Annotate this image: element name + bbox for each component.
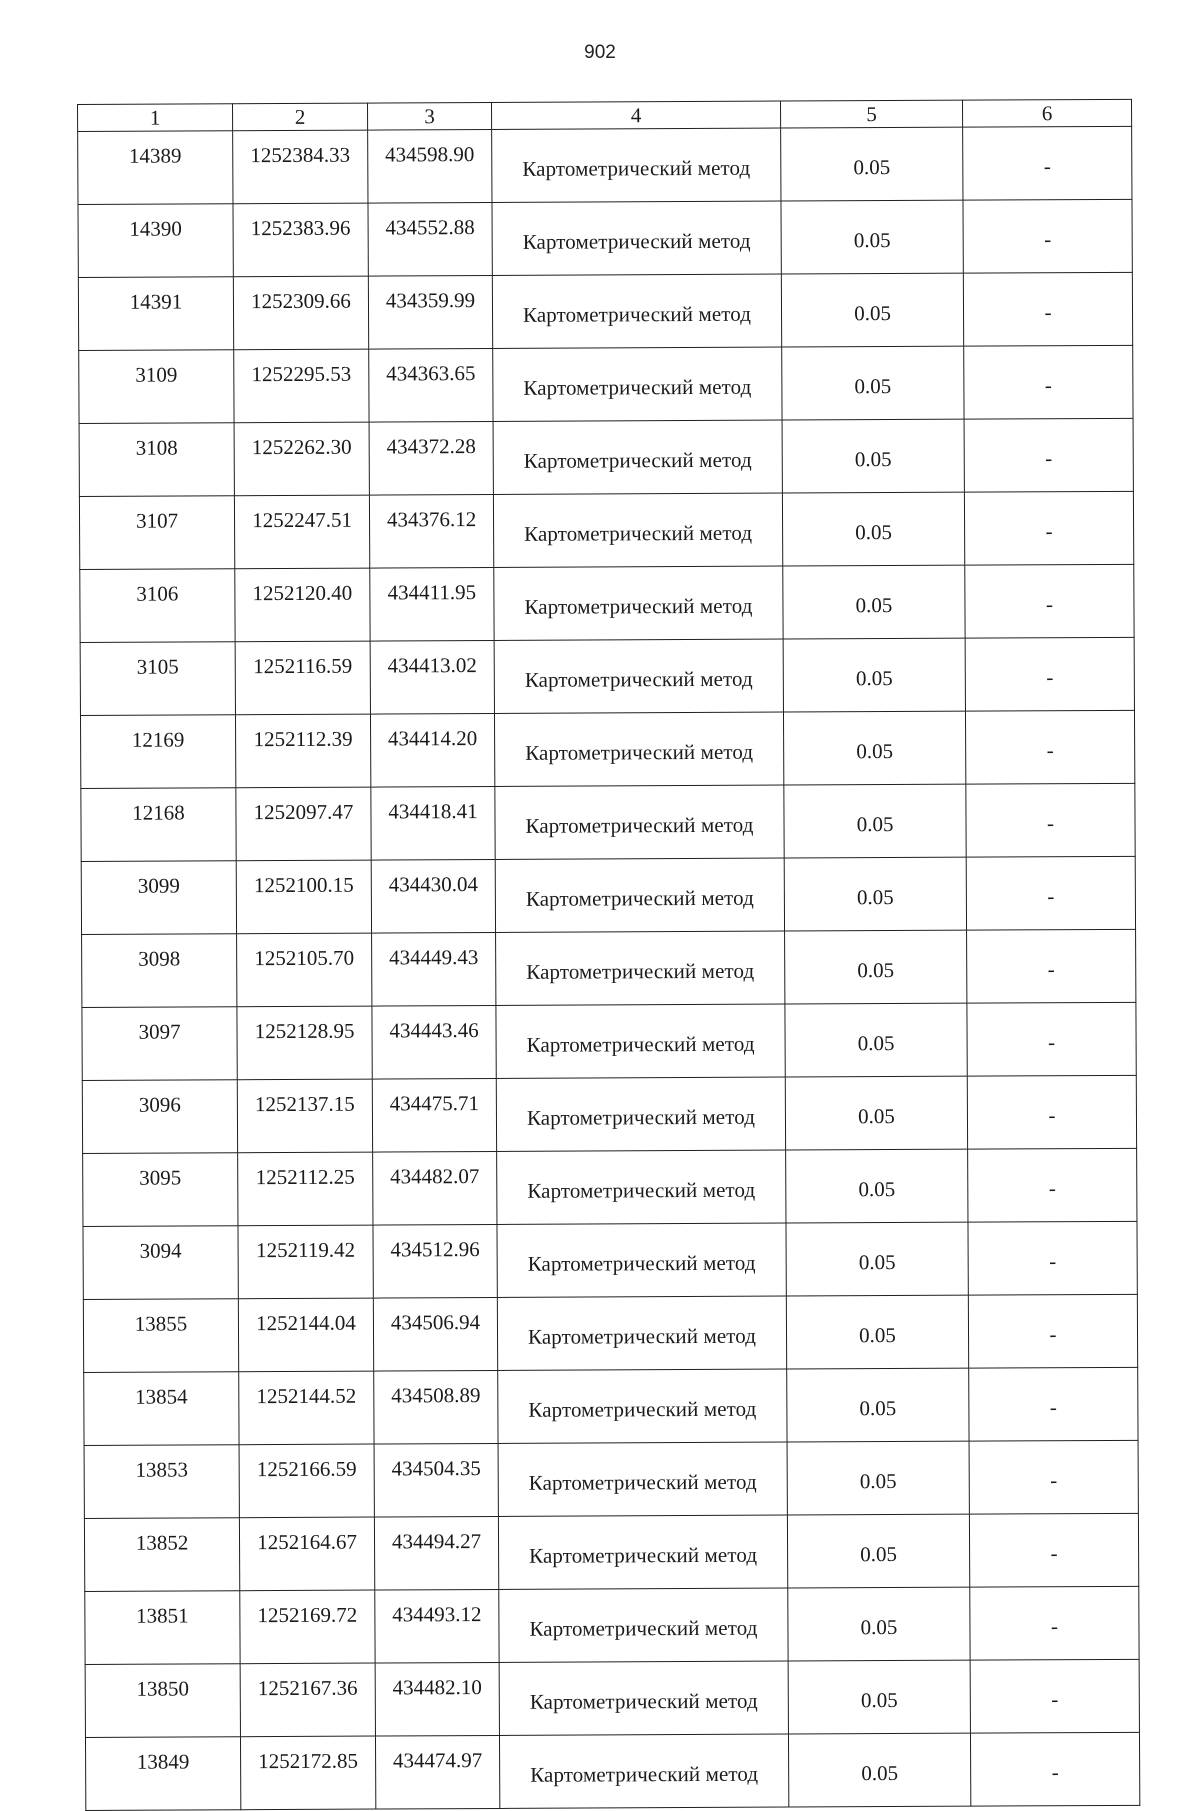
table-row <box>85 1586 1139 1664</box>
y-coordinate-cell: 434482.07 <box>373 1151 497 1225</box>
x-coordinate-cell: 1252169.72 <box>240 1590 375 1664</box>
note-cell: - <box>967 929 1136 1003</box>
table-row <box>84 1440 1138 1518</box>
note-cell: - <box>966 856 1135 930</box>
method-cell: Картометрический метод <box>499 1588 788 1662</box>
x-coordinate-cell: 1252172.85 <box>240 1736 375 1810</box>
method-cell: Картометрический метод <box>492 128 781 202</box>
table-row <box>82 1075 1136 1153</box>
y-coordinate-cell: 434372.28 <box>369 421 493 495</box>
accuracy-cell: 0.05 <box>781 273 963 347</box>
note-cell: - <box>965 564 1134 638</box>
x-coordinate-cell: 1252112.39 <box>235 714 370 788</box>
point-number-cell: 3108 <box>79 423 234 497</box>
note-cell: - <box>968 1294 1137 1368</box>
column-header-1: 1 <box>78 104 233 132</box>
method-cell: Картометрический метод <box>496 1077 785 1151</box>
y-coordinate-cell: 434598.90 <box>368 129 492 203</box>
point-number-cell: 12169 <box>80 715 235 789</box>
accuracy-cell: 0.05 <box>787 1514 969 1588</box>
note-cell: - <box>968 1148 1137 1222</box>
method-cell: Картометрический метод <box>493 493 782 567</box>
y-coordinate-cell: 434363.65 <box>369 348 493 422</box>
table-row <box>82 1002 1136 1080</box>
table-row <box>81 783 1135 861</box>
point-number-cell: 3094 <box>83 1226 238 1300</box>
note-cell: - <box>966 783 1135 857</box>
note-cell: - <box>964 418 1133 492</box>
table-row <box>81 856 1135 934</box>
accuracy-cell: 0.05 <box>783 638 965 712</box>
x-coordinate-cell: 1252128.95 <box>237 1006 372 1080</box>
x-coordinate-cell: 1252112.25 <box>238 1152 373 1226</box>
method-cell: Картометрический метод <box>499 1734 788 1808</box>
note-cell: - <box>970 1586 1139 1660</box>
note-cell: - <box>965 710 1134 784</box>
point-number-cell: 14391 <box>78 277 233 351</box>
method-cell: Картометрический метод <box>493 420 782 494</box>
accuracy-cell: 0.05 <box>786 1295 968 1369</box>
x-coordinate-cell: 1252116.59 <box>235 641 370 715</box>
point-number-cell: 3106 <box>80 569 235 643</box>
column-header-4: 4 <box>491 101 780 129</box>
point-number-cell: 13853 <box>84 1445 239 1519</box>
coordinates-table <box>77 99 1140 1811</box>
method-cell: Картометрический метод <box>497 1223 786 1297</box>
note-cell: - <box>963 272 1132 346</box>
y-coordinate-cell: 434376.12 <box>369 494 493 568</box>
y-coordinate-cell: 434504.35 <box>374 1443 498 1517</box>
point-number-cell: 13851 <box>85 1591 240 1665</box>
y-coordinate-cell: 434552.88 <box>368 202 492 276</box>
accuracy-cell: 0.05 <box>786 1149 968 1223</box>
y-coordinate-cell: 434482.10 <box>375 1662 499 1736</box>
method-cell: Картометрический метод <box>497 1296 786 1370</box>
note-cell: - <box>963 199 1132 273</box>
x-coordinate-cell: 1252383.96 <box>233 203 368 277</box>
column-header-5: 5 <box>780 100 962 128</box>
y-coordinate-cell: 434474.97 <box>375 1735 499 1809</box>
point-number-cell: 3107 <box>79 496 234 570</box>
accuracy-cell: 0.05 <box>783 711 965 785</box>
page-number: 902 <box>584 42 616 63</box>
note-cell: - <box>970 1732 1139 1806</box>
x-coordinate-cell: 1252144.04 <box>238 1298 373 1372</box>
table-row <box>85 1659 1139 1737</box>
method-cell: Картометрический метод <box>494 712 783 786</box>
point-number-cell: 3096 <box>82 1080 237 1154</box>
table-row <box>78 126 1132 204</box>
x-coordinate-cell: 1252309.66 <box>233 276 368 350</box>
x-coordinate-cell: 1252262.30 <box>234 422 369 496</box>
x-coordinate-cell: 1252167.36 <box>240 1663 375 1737</box>
point-number-cell: 14390 <box>78 204 233 278</box>
method-cell: Картометрический метод <box>493 347 782 421</box>
column-header-2: 2 <box>233 103 368 131</box>
y-coordinate-cell: 434413.02 <box>370 640 494 714</box>
x-coordinate-cell: 1252164.67 <box>239 1517 374 1591</box>
table-row <box>80 710 1134 788</box>
x-coordinate-cell: 1252119.42 <box>238 1225 373 1299</box>
method-cell: Картометрический метод <box>495 785 784 859</box>
x-coordinate-cell: 1252137.15 <box>237 1079 372 1153</box>
accuracy-cell: 0.05 <box>788 1733 970 1807</box>
x-coordinate-cell: 1252384.33 <box>233 130 368 204</box>
point-number-cell: 3097 <box>82 1007 237 1081</box>
y-coordinate-cell: 434414.20 <box>370 713 494 787</box>
accuracy-cell: 0.05 <box>786 1222 968 1296</box>
method-cell: Картометрический метод <box>498 1369 787 1443</box>
accuracy-cell: 0.05 <box>788 1587 970 1661</box>
note-cell: - <box>965 637 1134 711</box>
method-cell: Картометрический метод <box>495 858 784 932</box>
accuracy-cell: 0.05 <box>783 565 965 639</box>
y-coordinate-cell: 434443.46 <box>372 1005 496 1079</box>
method-cell: Картометрический метод <box>492 274 781 348</box>
y-coordinate-cell: 434430.04 <box>371 859 495 933</box>
table-row <box>78 272 1132 350</box>
x-coordinate-cell: 1252105.70 <box>237 933 372 1007</box>
accuracy-cell: 0.05 <box>787 1368 969 1442</box>
accuracy-cell: 0.05 <box>788 1660 970 1734</box>
accuracy-cell: 0.05 <box>782 492 964 566</box>
note-cell: - <box>967 1002 1136 1076</box>
method-cell: Картометрический метод <box>498 1515 787 1589</box>
note-cell: - <box>964 491 1133 565</box>
point-number-cell: 13849 <box>85 1737 240 1811</box>
x-coordinate-cell: 1252100.15 <box>236 860 371 934</box>
x-coordinate-cell: 1252144.52 <box>239 1371 374 1445</box>
point-number-cell: 12168 <box>81 788 236 862</box>
table-row <box>82 929 1136 1007</box>
point-number-cell: 3095 <box>83 1153 238 1227</box>
note-cell: - <box>969 1440 1138 1514</box>
y-coordinate-cell: 434418.41 <box>371 786 495 860</box>
table-row <box>83 1294 1137 1372</box>
method-cell: Картометрический метод <box>494 566 783 640</box>
note-cell: - <box>963 126 1132 200</box>
method-cell: Картометрический метод <box>494 639 783 713</box>
note-cell: - <box>969 1367 1138 1441</box>
method-cell: Картометрический метод <box>496 931 785 1005</box>
accuracy-cell: 0.05 <box>784 857 966 931</box>
note-cell: - <box>964 345 1133 419</box>
table-row <box>78 199 1132 277</box>
method-cell: Картометрический метод <box>497 1150 786 1224</box>
point-number-cell: 13854 <box>84 1372 239 1446</box>
accuracy-cell: 0.05 <box>781 127 963 201</box>
accuracy-cell: 0.05 <box>785 1003 967 1077</box>
table-row <box>80 564 1134 642</box>
method-cell: Картометрический метод <box>499 1661 788 1735</box>
accuracy-cell: 0.05 <box>782 346 964 420</box>
y-coordinate-cell: 434493.12 <box>375 1589 499 1663</box>
x-coordinate-cell: 1252120.40 <box>235 568 370 642</box>
x-coordinate-cell: 1252166.59 <box>239 1444 374 1518</box>
y-coordinate-cell: 434508.89 <box>374 1370 498 1444</box>
y-coordinate-cell: 434449.43 <box>372 932 496 1006</box>
table-row <box>80 637 1134 715</box>
table-row <box>79 345 1133 423</box>
table-row <box>84 1367 1138 1445</box>
table-row <box>85 1732 1139 1810</box>
note-cell: - <box>967 1075 1136 1149</box>
method-cell: Картометрический метод <box>496 1004 785 1078</box>
point-number-cell: 3109 <box>79 350 234 424</box>
note-cell: - <box>969 1513 1138 1587</box>
point-number-cell: 3098 <box>82 934 237 1008</box>
column-header-3: 3 <box>367 102 491 130</box>
point-number-cell: 13850 <box>85 1664 240 1738</box>
table-row <box>79 418 1133 496</box>
point-number-cell: 13855 <box>83 1299 238 1373</box>
point-number-cell: 3099 <box>81 861 236 935</box>
y-coordinate-cell: 434411.95 <box>370 567 494 641</box>
accuracy-cell: 0.05 <box>787 1441 969 1515</box>
method-cell: Картометрический метод <box>498 1442 787 1516</box>
table-row <box>84 1513 1138 1591</box>
method-cell: Картометрический метод <box>492 201 781 275</box>
column-header-6: 6 <box>962 99 1131 127</box>
accuracy-cell: 0.05 <box>781 200 963 274</box>
y-coordinate-cell: 434494.27 <box>374 1516 498 1590</box>
accuracy-cell: 0.05 <box>782 419 964 493</box>
point-number-cell: 14389 <box>78 131 233 205</box>
y-coordinate-cell: 434512.96 <box>373 1224 497 1298</box>
table-row <box>83 1148 1137 1226</box>
point-number-cell: 3105 <box>80 642 235 716</box>
x-coordinate-cell: 1252295.53 <box>234 349 369 423</box>
y-coordinate-cell: 434475.71 <box>372 1078 496 1152</box>
note-cell: - <box>968 1221 1137 1295</box>
note-cell: - <box>970 1659 1139 1733</box>
x-coordinate-cell: 1252247.51 <box>234 495 369 569</box>
accuracy-cell: 0.05 <box>785 1076 967 1150</box>
table-row <box>83 1221 1137 1299</box>
table-body <box>78 126 1140 1810</box>
accuracy-cell: 0.05 <box>784 784 966 858</box>
point-number-cell: 13852 <box>84 1518 239 1592</box>
y-coordinate-cell: 434506.94 <box>373 1297 497 1371</box>
table-row <box>79 491 1133 569</box>
accuracy-cell: 0.05 <box>785 930 967 1004</box>
x-coordinate-cell: 1252097.47 <box>236 787 371 861</box>
y-coordinate-cell: 434359.99 <box>368 275 492 349</box>
